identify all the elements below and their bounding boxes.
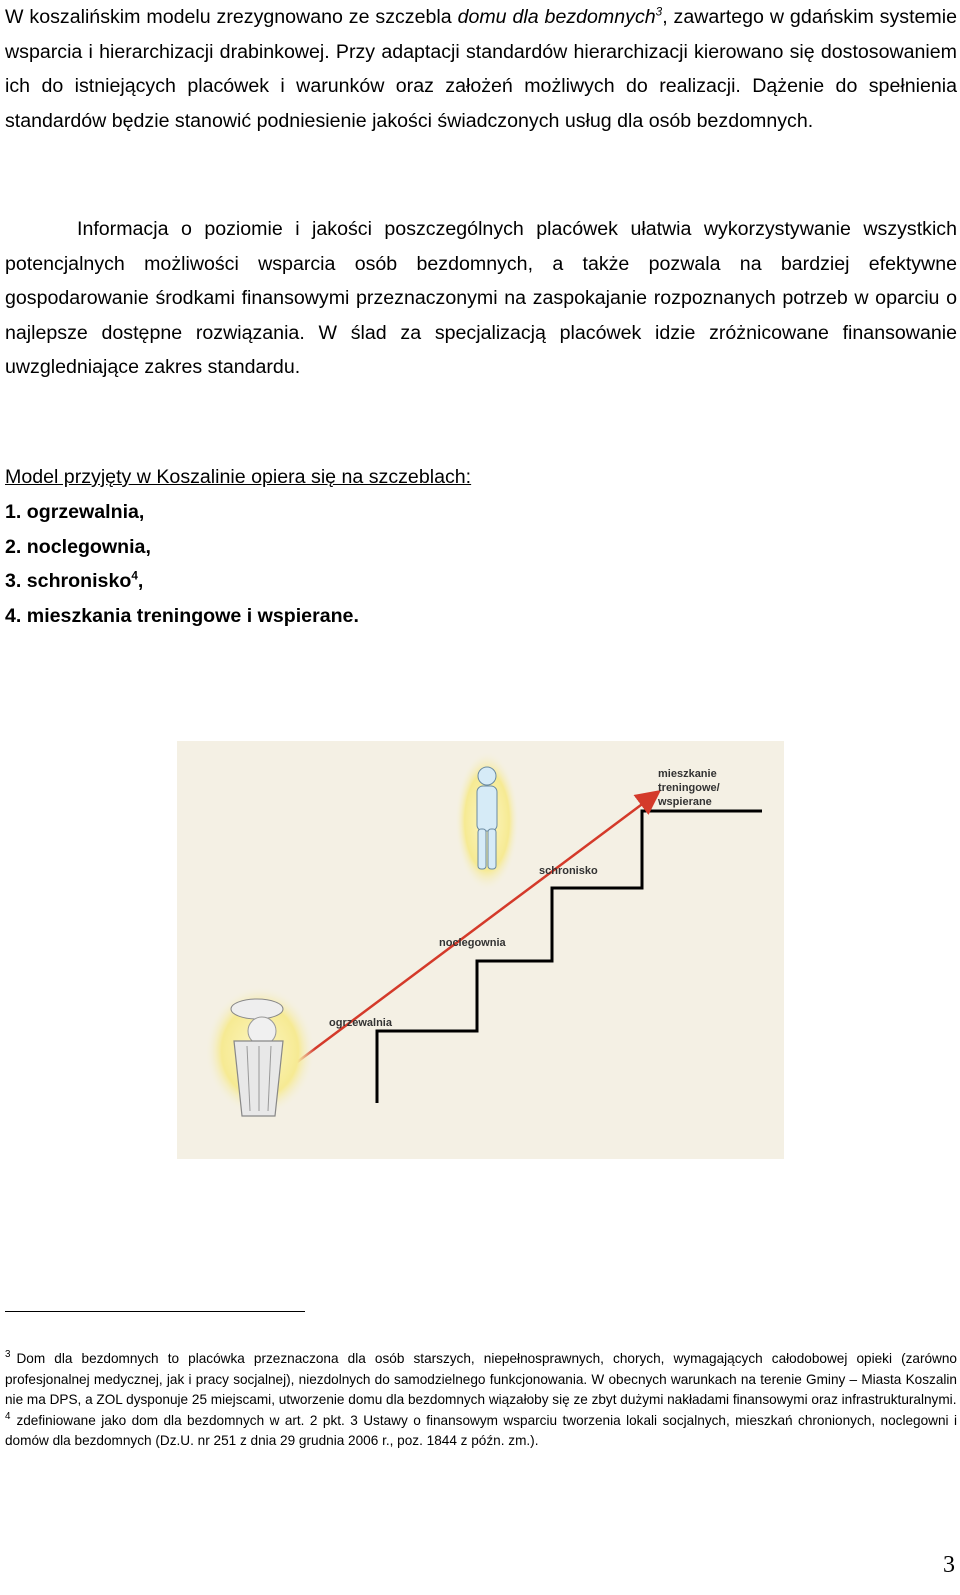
paragraph-intro xyxy=(5,0,957,138)
step-label-schronisko: schronisko xyxy=(539,865,598,877)
footnote-4 xyxy=(5,1411,957,1452)
model-steps-list xyxy=(5,495,359,633)
paragraph-intro-italic: domu dla bezdomnych xyxy=(457,6,656,28)
step-label-ogrzewalnia: ogrzewalnia xyxy=(329,1017,392,1029)
list-item-text: 3. schronisko xyxy=(5,570,132,593)
footnotes xyxy=(5,1349,957,1452)
footnote-ref-3: 3 xyxy=(655,5,663,19)
paragraph-intro-text-a: W koszalińskim modelu zrezygnowano ze szczebla xyxy=(5,6,458,28)
footnote-mark: 3 xyxy=(5,1349,11,1361)
list-item xyxy=(5,564,359,599)
model-heading: Model przyjęty w Koszalinie opiera się na szczeblach: xyxy=(5,466,472,488)
list-item-text: 2. noclegownia, xyxy=(5,535,151,558)
paragraph-intro-text-b: , zawartego w gdańskim systemie wsparcia i hierarchizacji drabinkowej. Przy adaptacji standardów hierarchizacji kierowano się dostosowaniem ich do istniejących placówek i warunków oraz założeń możliwych do realizacji. Dążenie do spełnienia standardów będzie stanowić podniesienie jakości świadczonych usług dla osób bezdomnych. xyxy=(5,6,957,132)
list-item xyxy=(5,599,359,634)
footnote-ref-4: 4 xyxy=(131,569,138,583)
staircase-diagram xyxy=(177,741,784,1159)
step-label-top-line1: mieszkanie xyxy=(658,768,717,780)
step-label-top-line2: treningowe/ xyxy=(658,782,720,794)
step-label-noclegownia: noclegownia xyxy=(439,937,506,949)
footnote-mark: 4 xyxy=(5,1411,11,1423)
list-item xyxy=(5,530,359,565)
footnote-separator xyxy=(5,1311,305,1312)
list-item-suffix: , xyxy=(137,570,144,593)
list-item-text: 1. ogrzewalnia, xyxy=(5,501,145,523)
paragraph-information: Informacja o poziomie i jakości poszczególnych placówek ułatwia wykorzystywanie wszystkich potencjalnych możliwości wsparcia osób bezdomnych, a także pozwala na bardziej efektywne gospodarowanie środkami finansowymi przeznaczonymi na zaspokajanie rozpoznanych potrzeb w oparciu o najlepsze dostępne rozwiązania. W ślad za specjalizacją placówek idzie zróżnicowane finansowanie uwzgledniające zakres standardu. xyxy=(5,218,957,379)
trash-can-icon xyxy=(205,986,315,1116)
person-figure-icon xyxy=(455,751,519,891)
list-item-text: 4. mieszkania treningowe i wspierane. xyxy=(5,604,359,627)
step-label-top-line3: wspierane xyxy=(658,796,712,808)
footnote-text: Dom dla bezdomnych to placówka przeznaczona dla osób starszych, niepełnosprawnych, chorych, wymagających całodobowej opieki (zarówno profesjonalnej medycznej, jak i pracy socjalnej), niezdolnych do samodzielnego funkcjonowania. W obecnych warunkach na terenie Gminy – Miasta Koszalin nie ma DPS, a ZOL dysponuje 25 miejscami, utworzenie domu dla bezdomnych wiązałoby się ze zbyt dużymi nakładami finansowymi oraz infrastrukturalnymi. xyxy=(5,1351,957,1408)
footnote-text: zdefiniowane jako dom dla bezdomnych w art. 2 pkt. 3 Ustawy o finansowym wsparciu tworzenia lokali socjalnych, mieszkań chronionych, noclegowni i domów dla bezdomnych (Dz.U. nr 251 z dnia 29 grudnia 2006 r., poz. 1844 z późn. zm.). xyxy=(5,1412,957,1449)
page-number: 3 xyxy=(943,1552,955,1578)
footnote-3 xyxy=(5,1349,957,1411)
list-item xyxy=(5,495,359,530)
